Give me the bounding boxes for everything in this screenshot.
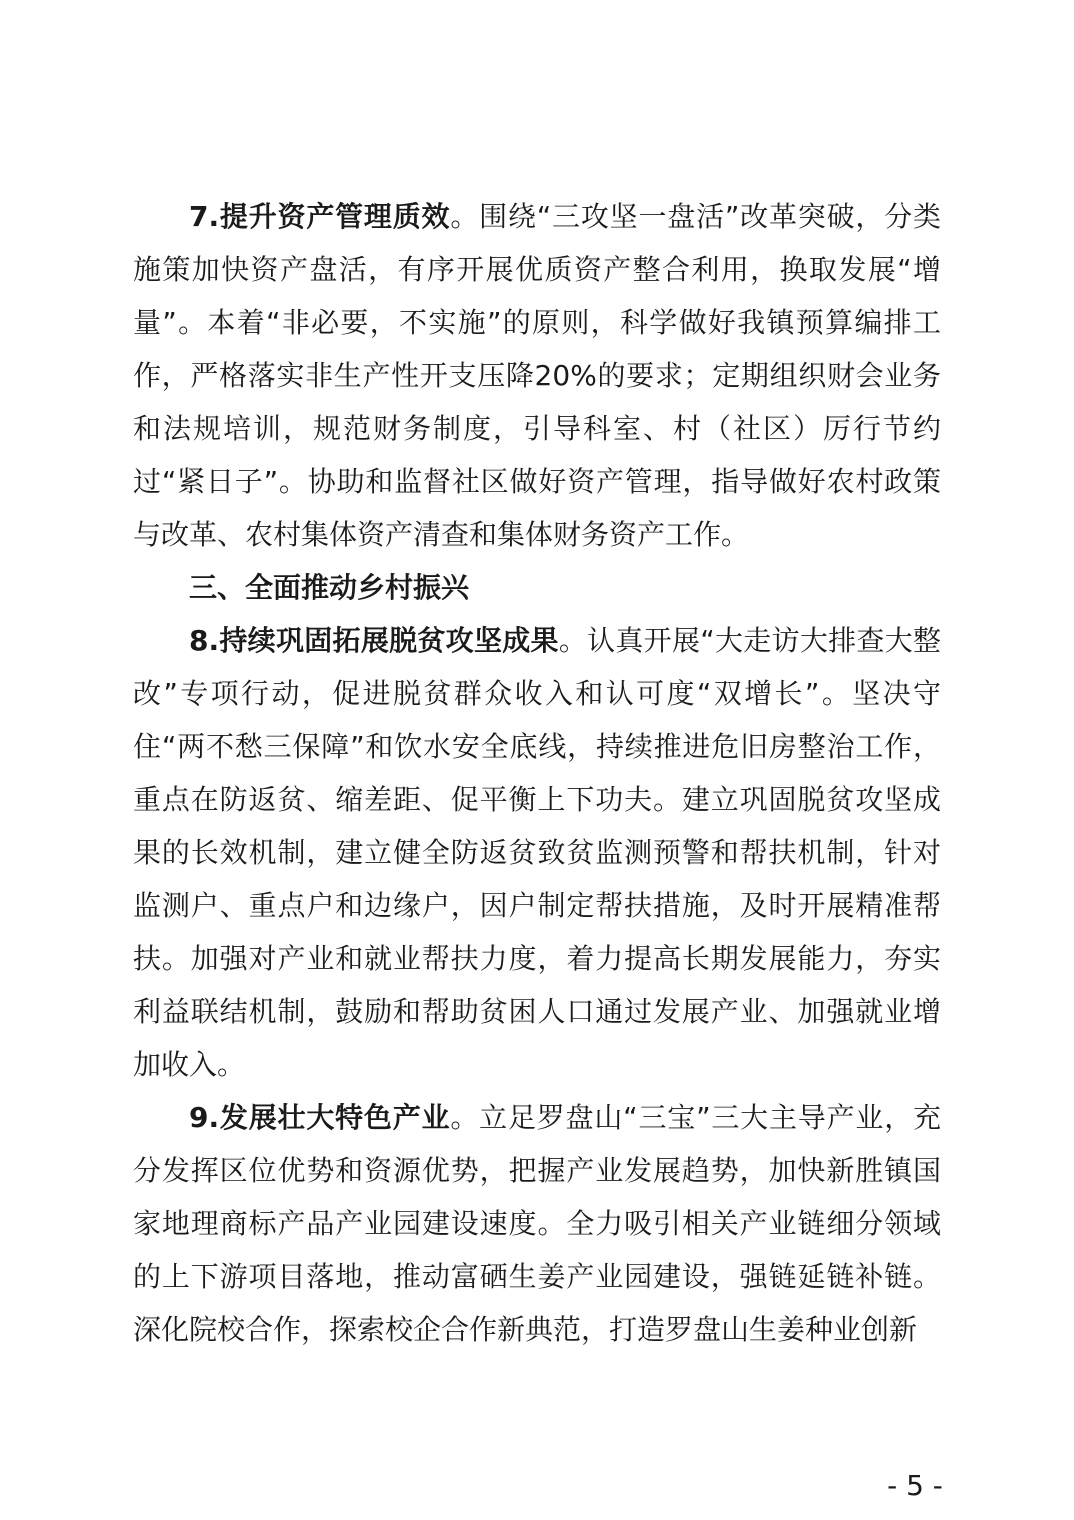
section-heading: 三、全面推动乡村振兴 bbox=[189, 571, 470, 604]
paragraph-8 bbox=[133, 614, 941, 1091]
paragraph-7 bbox=[133, 190, 941, 561]
paragraph-9-lead: 9.发展壮大特色产业 bbox=[189, 1101, 451, 1134]
paragraph-8-text: 。认真开展“大走访大排查大整改”专项行动，促进脱贫群众收入和认可度“双增长”。坚决守住“两不愁三保障”和饮水安全底线，持续推进危旧房整治工作，重点在防返贫、缩差距、促平衡上下功夫。建立巩固脱贫攻坚成果的长效机制，建立健全防返贫致贫监测预警和帮扶机制，针对监测户、重点户和边缘户，因户制定帮扶措施，及时开展精准帮扶。加强对产业和就业帮扶力度，着力提高长期发展能力，夯实利益联结机制，鼓励和帮助贫困人口通过发展产业、加强就业增加收入。 bbox=[133, 624, 941, 1081]
paragraph-8-lead: 8.持续巩固拓展脱贫攻坚成果 bbox=[189, 624, 559, 657]
paragraph-7-text: 。围绕“三攻坚一盘活”改革突破，分类施策加快资产盘活，有序开展优质资产整合利用，换取发展“增量”。本着“非必要，不实施”的原则，科学做好我镇预算编排工作，严格落实非生产性开支压降20%的要求；定期组织财会业务和法规培训，规范财务制度，引导科室、村（社区）厉行节约过“紧日子”。协助和监督社区做好资产管理，指导做好农村政策与改革、农村集体资产清查和集体财务资产工作。 bbox=[133, 200, 941, 551]
paragraph-7-lead: 7.提升资产管理质效 bbox=[189, 200, 451, 233]
document-body bbox=[133, 190, 941, 1356]
page-number: - 5 - bbox=[887, 1469, 943, 1502]
paragraph-9-text: 。立足罗盘山“三宝”三大主导产业，充分发挥区位优势和资源优势，把握产业发展趋势，加快新胜镇国家地理商标产品产业园建设速度。全力吸引相关产业链细分领域的上下游项目落地，推动富硒生姜产业园建设，强链延链补链。深化院校合作，探索校企合作新典范，打造罗盘山生姜种业创新 bbox=[133, 1101, 941, 1346]
paragraph-9 bbox=[133, 1091, 941, 1356]
